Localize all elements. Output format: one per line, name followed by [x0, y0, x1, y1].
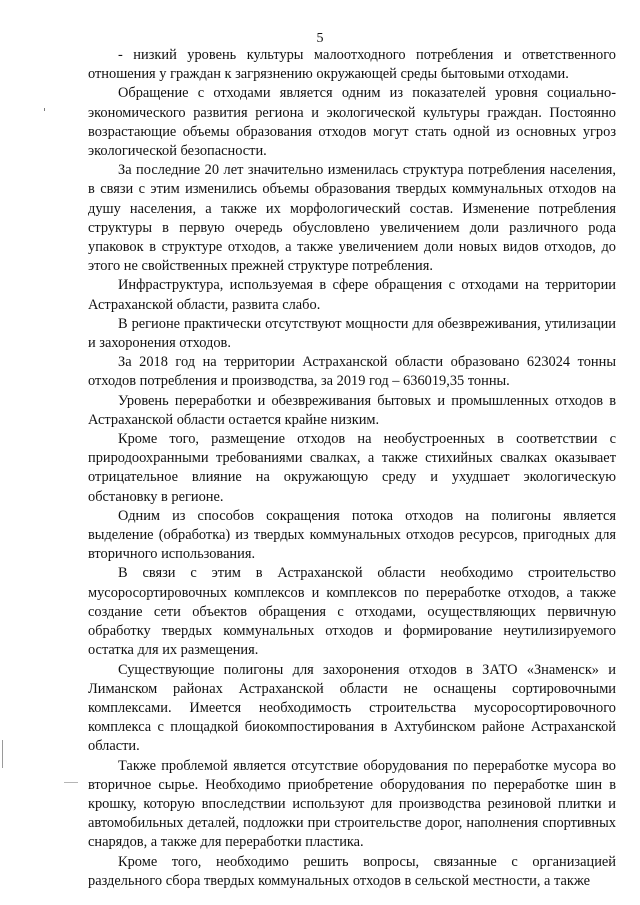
paragraph: В связи с этим в Астраханской области необходимо строительство мусоросортировочных комплексов и комплексов по переработке отходов, а также создание сети объектов обращения с отходами, осуществляющих первичную обработку твердых коммунальных отходов и формирование неутилизируемого остатка для их размещения. [88, 565, 616, 659]
paragraph: Кроме того, размещение отходов на необустроенных в соответствии с природоохранными требованиями свалках, а также стихийных свалках оказывает отрицательное влияние на окружающую среду и ухудшает экологическую обстановку в регионе. [88, 431, 616, 505]
paragraph: За последние 20 лет значительно изменилась структура потребления населения, в связи с этим изменились объемы образования твердых коммунальных отходов на душу населения, а также их морфологический состав. Изменение потребления структуры в первую очередь обусловлено увеличением доли различного рода упаковок в структуре отходов, а также увеличением доли новых видов отходов, до этого не свойственных прежней структуре потребления. [88, 162, 616, 275]
paragraph: В регионе практически отсутствуют мощности для обезвреживания, утилизации и захоронения отходов. [88, 315, 616, 352]
paragraph: Кроме того, необходимо решить вопросы, связанные с организацией раздельного сбора твердых коммунальных отходов в сельской местности, а также [88, 853, 616, 889]
paragraph: Уровень переработки и обезвреживания бытовых и промышленных отходов в Астраханской области остается крайне низким. [88, 392, 616, 428]
paragraph: Существующие полигоны для захоронения отходов в ЗАТО «Знаменск» и Лиманском районах Астраханской области не оснащены сортировочными комплексами. Имеется необходимость строительства мусоросортировочного комплекса с площадкой биокомпостирования в Ахтубинском районе Астраханской области. [88, 661, 616, 755]
scan-edge-line [2, 740, 3, 768]
scan-speck [64, 782, 78, 783]
scan-speck [44, 108, 45, 111]
paragraph: Одним из способов сокращения потока отходов на полигоны является выделение (обработка) из твердых коммунальных отходов ресурсов, пригодных для вторичного использования. [88, 507, 616, 563]
paragraph: Инфраструктура, используемая в сфере обращения с отходами на территории Астраханской области, развита слабо. [88, 277, 616, 313]
paragraph: - низкий уровень культуры малоотходного потребления и ответственного отношения у граждан к загрязнению окружающей среды бытовыми отходами. [88, 47, 616, 83]
paragraph: За 2018 год на территории Астраханской области образовано 623024 тонны отходов потребления и производства, за 2019 год – 636019,35 тонны. [88, 354, 616, 390]
page-number: 5 [316, 31, 324, 46]
paragraph: Обращение с отходами является одним из показателей уровня социально-экономического развития региона и экологической культуры граждан. Постоянно возрастающие объемы образования отходов могут стать одной из основных угроз экологической безопасности. [88, 85, 616, 160]
paragraph: Также проблемой является отсутствие оборудования по переработке мусора во вторичное сырье. Необходимо приобретение оборудования по переработке шин в крошку, которую впоследствии используют для производства резиновой плитки и автомобильных деталей, подложки при строительстве дорог, наполнения спортивных снарядов, а также для переработки пластика. [88, 757, 616, 851]
document-body [88, 46, 616, 891]
